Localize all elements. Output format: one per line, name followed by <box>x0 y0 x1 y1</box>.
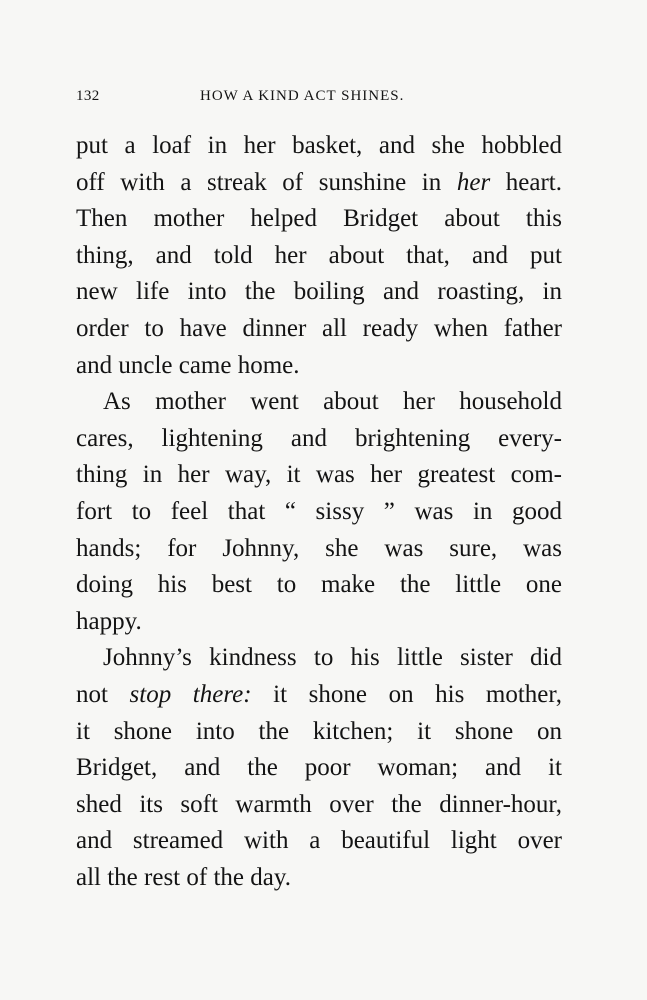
body-text <box>76 128 562 896</box>
text-segment: it shone on his mother, <box>273 680 562 708</box>
running-title: HOW A KIND ACT SHINES. <box>200 88 405 104</box>
text-segment: heart. <box>505 168 562 196</box>
text-line: Bridget, and the poor woman; and it <box>76 754 562 782</box>
emphasized-text: her <box>456 168 491 196</box>
text-line: Johnny’s kindness to his little sister did <box>103 644 562 672</box>
text-line: doing his best to make the little one <box>76 571 562 599</box>
text-line: thing, and told her about that, and put <box>76 241 562 269</box>
text-line <box>76 165 562 202</box>
text-line <box>76 677 562 714</box>
text-line: As mother went about her household <box>103 388 562 416</box>
text-line: happy. <box>76 607 142 635</box>
text-line: thing in her way, it was her greatest com- <box>76 461 562 489</box>
text-segment: not <box>76 680 108 708</box>
text-line: hands; for Johnny, she was sure, was <box>76 534 562 562</box>
page-header <box>76 88 562 112</box>
text-segment: off with a streak of sunshine in <box>76 168 442 196</box>
text-line: and uncle came home. <box>76 351 300 379</box>
text-line: Then mother helped Bridget about this <box>76 205 562 233</box>
text-line: fort to feel that “ sissy ” was in good <box>76 497 562 525</box>
text-line: order to have dinner all ready when father <box>76 314 562 342</box>
text-line: it shone into the kitchen; it shone on <box>76 717 562 745</box>
text-line: shed its soft warmth over the dinner-hour, <box>76 790 562 818</box>
page-number: 132 <box>76 88 100 104</box>
text-line: and streamed with a beautiful light over <box>76 827 562 855</box>
text-line: all the rest of the day. <box>76 863 291 891</box>
text-line: new life into the boiling and roasting, in <box>76 278 562 306</box>
text-line: cares, lightening and brightening every- <box>76 424 562 452</box>
text-line: put a loaf in her basket, and she hobbled <box>76 132 562 159</box>
emphasized-text: stop there: <box>129 680 252 708</box>
